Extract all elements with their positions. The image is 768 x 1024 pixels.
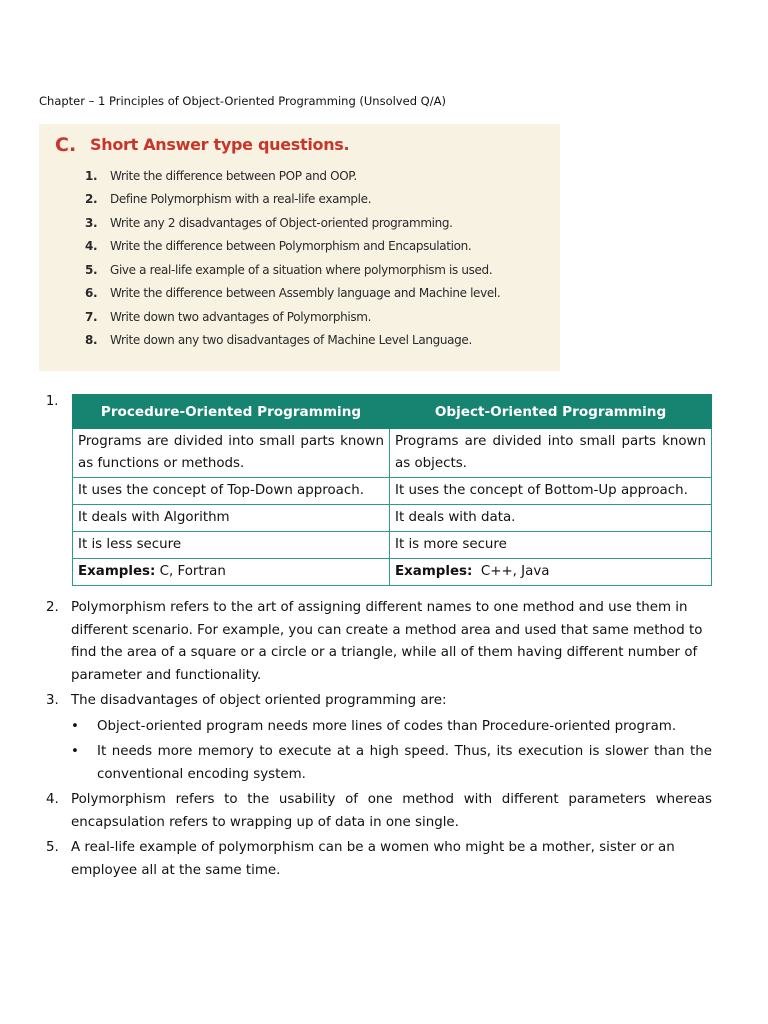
table-row bbox=[73, 505, 712, 532]
table-row bbox=[73, 559, 712, 586]
column-header: Procedure-Oriented Programming bbox=[73, 395, 390, 429]
table-row bbox=[73, 429, 712, 478]
question-item bbox=[85, 211, 555, 235]
page-header: Chapter – 1 Principles of Object-Oriented Programming (Unsolved Q/A) bbox=[39, 94, 446, 108]
examples-value: C, Fortran bbox=[155, 564, 226, 579]
table-cell: It uses the concept of Top-Down approach. bbox=[73, 478, 390, 505]
question-number: 6. bbox=[85, 286, 98, 301]
table-row bbox=[73, 532, 712, 559]
table-cell: It deals with Algorithm bbox=[73, 505, 390, 532]
section-title: Short Answer type questions. bbox=[90, 135, 350, 154]
table-header-row bbox=[73, 395, 712, 429]
bullet-icon: • bbox=[71, 744, 79, 759]
answers-list bbox=[46, 597, 712, 885]
question-list bbox=[85, 164, 555, 352]
answer-item bbox=[46, 690, 712, 713]
table-cell: Programs are divided into small parts known as functions or methods. bbox=[73, 429, 390, 478]
question-text: Define Polymorphism with a real-life example. bbox=[110, 192, 372, 207]
question-item bbox=[85, 329, 555, 353]
answer-number: 3. bbox=[46, 693, 59, 708]
table-cell bbox=[73, 559, 390, 586]
bullet-icon: • bbox=[71, 718, 79, 734]
question-text: Write down any two disadvantages of Machine Level Language. bbox=[110, 333, 472, 348]
table-cell: It uses the concept of Bottom-Up approach. bbox=[390, 478, 712, 505]
answer-text: Polymorphism refers to the usability of one method with different parameters whereas encapsulation refers to wrapping up of data in one single. bbox=[71, 792, 712, 830]
question-item bbox=[85, 188, 555, 212]
table-cell bbox=[390, 559, 712, 586]
question-item bbox=[85, 164, 555, 188]
examples-label: Examples: bbox=[395, 564, 473, 579]
question-text: Give a real-life example of a situation where polymorphism is used. bbox=[110, 262, 493, 277]
examples-label: Examples: bbox=[78, 564, 156, 579]
question-text: Write the difference between POP and OOP. bbox=[110, 168, 357, 183]
table-cell: It deals with data. bbox=[390, 505, 712, 532]
question-item bbox=[85, 258, 555, 282]
table-cell: Programs are divided into small parts known as objects. bbox=[390, 429, 712, 478]
question-text: Write any 2 disadvantages of Object-oriented programming. bbox=[110, 215, 453, 230]
bullet-text: It needs more memory to execute at a high speed. Thus, its execution is slower than the conventional encoding system. bbox=[97, 744, 712, 782]
question-number: 8. bbox=[85, 333, 98, 348]
answer-text: The disadvantages of object oriented programming are: bbox=[71, 693, 447, 708]
question-item bbox=[85, 305, 555, 329]
question-image bbox=[39, 124, 560, 371]
answer-number: 4. bbox=[46, 792, 59, 807]
question-number: 5. bbox=[85, 262, 98, 277]
question-item bbox=[85, 235, 555, 259]
bullet-item bbox=[71, 716, 712, 739]
section-letter: C. bbox=[55, 134, 77, 156]
bullet-item bbox=[71, 741, 712, 786]
question-text: Write the difference between Assembly language and Machine level. bbox=[110, 286, 501, 301]
answer-text: A real-life example of polymorphism can be a women who might be a mother, sister or an employee all at the same time. bbox=[71, 840, 675, 878]
answer-number: 5. bbox=[46, 840, 59, 855]
question-text: Write down two advantages of Polymorphism. bbox=[110, 309, 372, 324]
answer-text: Polymorphism refers to the art of assigning different names to one method and use them in different scenario. For example, you can create a method area and used that same method to find the area of a square or a circle or a triangle, while all of them having different number of parameter and functionality. bbox=[71, 600, 703, 683]
table-cell: It is less secure bbox=[73, 532, 390, 559]
question-text: Write the difference between Polymorphism and Encapsulation. bbox=[110, 239, 472, 254]
column-header: Object-Oriented Programming bbox=[390, 395, 712, 429]
answer-item bbox=[46, 837, 712, 882]
question-number: 2. bbox=[85, 192, 98, 207]
table-cell: It is more secure bbox=[390, 532, 712, 559]
table-row bbox=[73, 478, 712, 505]
question-number: 1. bbox=[85, 168, 98, 183]
answer-item bbox=[46, 789, 712, 834]
comparison-table bbox=[72, 394, 712, 586]
answer-number: 1. bbox=[46, 394, 59, 409]
answer-item bbox=[46, 597, 712, 687]
question-number: 4. bbox=[85, 239, 98, 254]
bullet-text: Object-oriented program needs more lines of codes than Procedure-oriented program. bbox=[97, 718, 677, 734]
question-number: 7. bbox=[85, 309, 98, 324]
examples-value: C++, Java bbox=[472, 564, 550, 579]
question-item bbox=[85, 282, 555, 306]
answer-number: 2. bbox=[46, 600, 59, 615]
question-number: 3. bbox=[85, 215, 98, 230]
